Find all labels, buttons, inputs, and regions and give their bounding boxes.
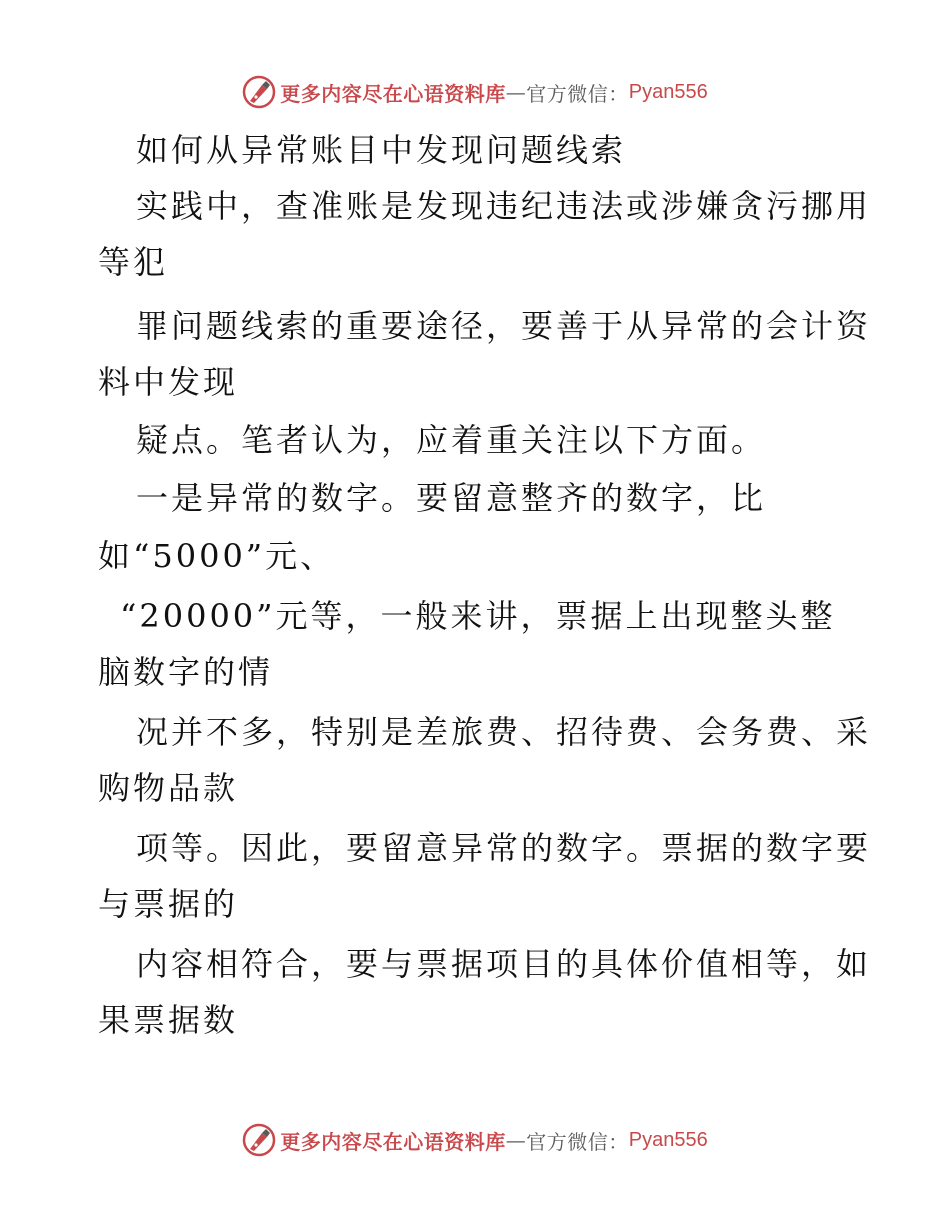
footer-main-text: 更多内容尽在心语资料库	[280, 1129, 506, 1154]
body-line: 项等。因此，要留意异常的数字。票据的数字要	[136, 829, 872, 867]
footer-banner-inner	[242, 1123, 707, 1157]
body-line: 料中发现	[98, 363, 239, 401]
footer-wechat-id: Pyan556	[628, 1128, 708, 1151]
body-line: 果票据数	[98, 1001, 239, 1039]
footer-banner	[0, 1120, 950, 1160]
header-wechat-id: Pyan556	[628, 80, 708, 103]
body-line: 脑数字的情	[98, 653, 274, 691]
header-wechat-label: 官方微信：	[526, 81, 629, 106]
body-line: 罪问题线索的重要途径，要善于从异常的会计资	[136, 307, 872, 345]
pen-nib-logo-icon	[242, 75, 276, 109]
body-line: 实践中，查准账是发现违纪违法或涉嫌贪污挪用	[136, 187, 872, 225]
body-line: 与票据的	[98, 885, 239, 923]
header-banner-inner	[242, 75, 707, 109]
header-banner	[0, 72, 950, 112]
body-line: 疑点。笔者认为，应着重关注以下方面。	[136, 421, 767, 459]
footer-separator: —	[505, 1128, 527, 1152]
header-main-text: 更多内容尽在心语资料库	[280, 81, 506, 106]
body-line: 等犯	[98, 243, 169, 281]
body-line: 如“5000”元、	[98, 537, 336, 575]
body-line: 况并不多，特别是差旅费、招待费、会务费、采	[136, 713, 872, 751]
footer-wechat-label: 官方微信：	[526, 1129, 629, 1154]
body-line: 一是异常的数字。要留意整齐的数字，比	[136, 479, 767, 517]
body-line: 购物品款	[98, 769, 239, 807]
body-line: “20000”元等，一般来讲，票据上出现整头整	[120, 597, 836, 635]
body-line: 内容相符合，要与票据项目的具体价值相等，如	[136, 945, 872, 983]
header-separator: —	[505, 80, 527, 104]
title-line: 如何从异常账目中发现问题线索	[136, 131, 627, 169]
pen-nib-logo-icon	[242, 1123, 276, 1157]
